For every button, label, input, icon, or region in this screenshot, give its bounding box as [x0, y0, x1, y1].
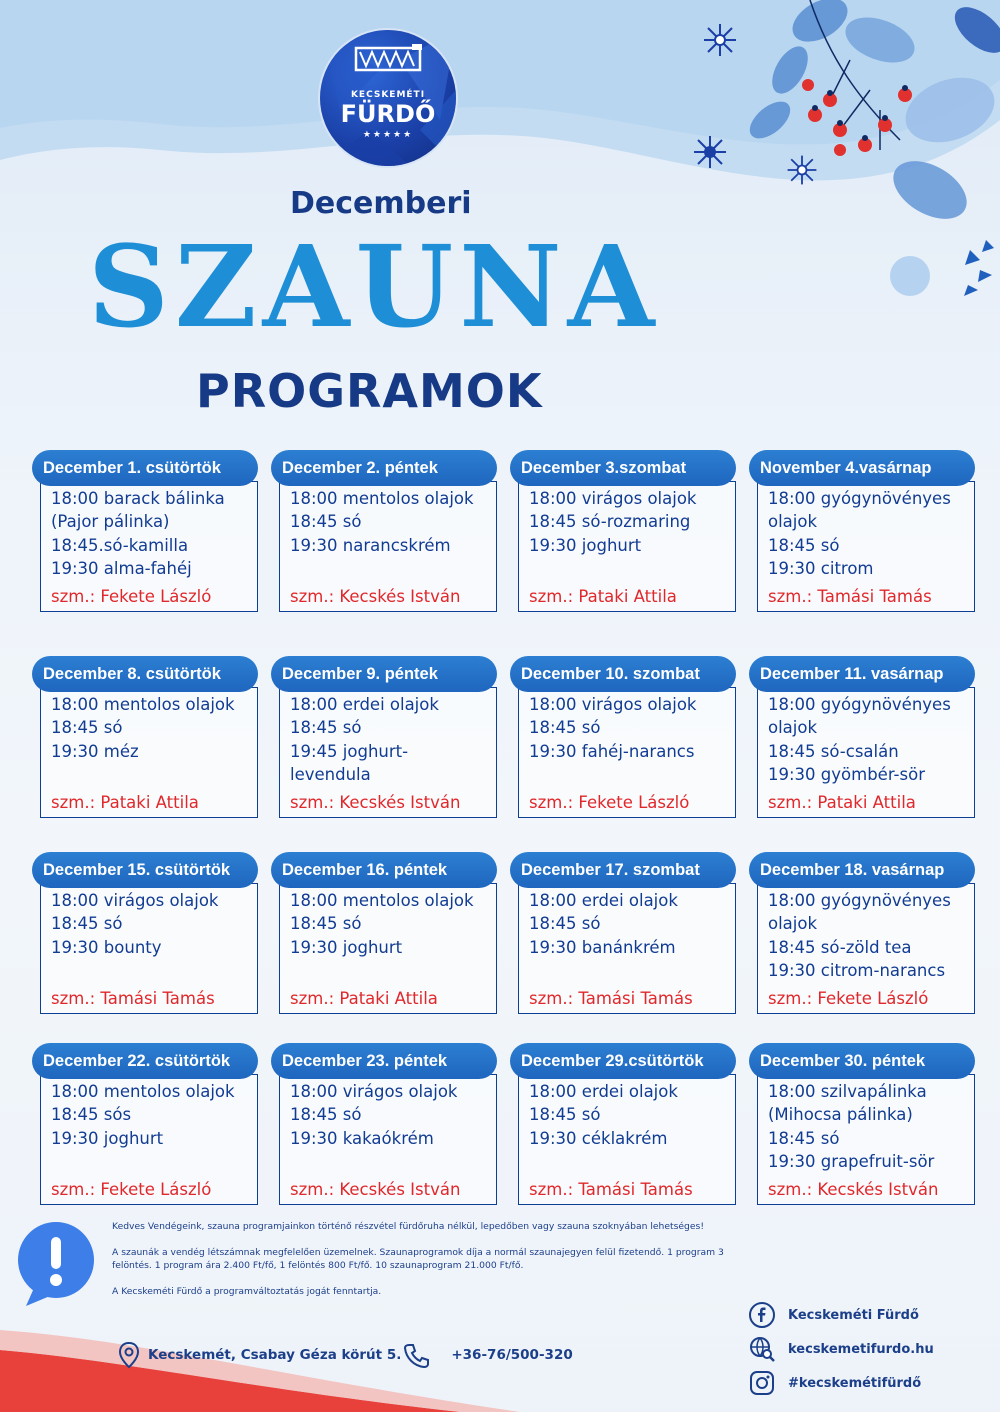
- sauna-master-name: Tamási Tamás: [100, 989, 215, 1008]
- instagram-link[interactable]: [748, 1366, 988, 1400]
- schedule-card: [518, 1052, 736, 1205]
- program-line: 18:00 virágos olajok: [51, 891, 219, 910]
- sauna-master: [768, 587, 932, 606]
- logo-top-text: KECSKEMÉTI: [350, 90, 426, 100]
- schedule-card: [757, 1052, 975, 1205]
- program-line: 19:30 céklakrém: [529, 1128, 668, 1148]
- sauna-master: [51, 989, 215, 1008]
- sauna-master-name: Kecskés István: [339, 793, 461, 812]
- snowflake-icon: [700, 20, 740, 60]
- program-list: [529, 889, 731, 959]
- sauna-master-prefix: szm.:: [529, 587, 579, 606]
- page-subtitle: PROGRAMOK: [196, 364, 543, 418]
- program-list: [768, 1080, 970, 1173]
- card-date-header: December 23. péntek: [271, 1043, 497, 1079]
- program-line: 18:00 erdei olajok: [290, 695, 439, 714]
- card-date-header: December 29.csütörtök: [510, 1043, 736, 1079]
- sauna-master-prefix: szm.:: [768, 1180, 818, 1199]
- schedule-card: [279, 1052, 497, 1205]
- program-list: [290, 693, 492, 786]
- facebook-icon: [748, 1301, 776, 1329]
- program-line: 19:30 banánkrém: [529, 937, 676, 957]
- program-list: [768, 889, 970, 982]
- card-date-header: December 8. csütörtök: [32, 656, 258, 692]
- program-line: 18:00 mentolos olajok: [290, 489, 474, 508]
- sauna-master-name: Pataki Attila: [817, 793, 916, 812]
- instagram-label: #kecskemétifürdő: [788, 1375, 922, 1391]
- schedule-card: [40, 459, 258, 612]
- page-title: SZAUNA: [88, 222, 661, 353]
- card-date-header: December 16. péntek: [271, 852, 497, 888]
- sauna-master: [768, 793, 916, 812]
- card-date-header: December 17. szombat: [510, 852, 736, 888]
- program-line: 19:30 méz: [51, 741, 139, 761]
- program-list: [768, 487, 970, 580]
- program-list: [768, 693, 970, 786]
- snowflake-icon: [784, 152, 820, 188]
- program-list: [51, 1080, 253, 1150]
- sauna-master: [51, 793, 199, 812]
- program-line: 19:30 joghurt: [529, 535, 642, 555]
- card-date-header: December 30. péntek: [749, 1043, 975, 1079]
- web-search-icon: [748, 1335, 776, 1363]
- program-line: 18:00 erdei olajok: [529, 891, 678, 910]
- sauna-master: [529, 989, 693, 1008]
- schedule-card: [40, 665, 258, 818]
- program-list: [290, 889, 492, 959]
- program-line: 18:00 virágos olajok: [290, 1082, 458, 1101]
- program-line: olajok: [768, 512, 818, 532]
- program-line: 18:45 só: [290, 1105, 362, 1125]
- schedule-card: [279, 459, 497, 612]
- program-line: (Mihocsa pálinka): [768, 1105, 913, 1125]
- program-line: olajok: [768, 718, 818, 738]
- sauna-master-name: Tamási Tamás: [817, 587, 932, 606]
- info-notes: [112, 1220, 752, 1311]
- card-date-header: December 11. vasárnap: [749, 656, 975, 692]
- program-line: 18:00 mentolos olajok: [51, 1082, 235, 1101]
- program-list: [529, 1080, 731, 1150]
- program-line: 19:30 fahéj-narancs: [529, 741, 695, 761]
- program-list: [51, 487, 253, 580]
- sauna-master-name: Kecskés István: [817, 1180, 939, 1199]
- program-line: 18:00 barack bálinka: [51, 489, 225, 508]
- sauna-master-name: Fekete László: [100, 587, 212, 606]
- card-date-header: December 2. péntek: [271, 450, 497, 486]
- card-date-header: December 15. csütörtök: [32, 852, 258, 888]
- note-disclaimer: A Kecskeméti Fürdő a programváltoztatás jogát fenntartja.: [112, 1286, 382, 1297]
- sauna-master-prefix: szm.:: [290, 793, 340, 812]
- sauna-master-prefix: szm.:: [768, 989, 818, 1008]
- program-line: 18:45 só: [768, 1128, 840, 1148]
- logo-main-text: FÜRDŐ: [340, 100, 436, 128]
- website-link[interactable]: [748, 1332, 988, 1366]
- program-list: [290, 487, 492, 557]
- program-line: 18:45 só: [529, 718, 601, 738]
- sauna-master: [768, 1180, 938, 1199]
- sauna-master-prefix: szm.:: [768, 587, 818, 606]
- program-line: 18:00 gyógynövényes: [768, 891, 951, 910]
- program-line: 18:45 só: [768, 535, 840, 555]
- sauna-master-name: Fekete László: [817, 989, 929, 1008]
- program-line: 18:00 virágos olajok: [529, 489, 697, 508]
- sauna-master-name: Tamási Tamás: [578, 989, 693, 1008]
- program-line: levendula: [290, 764, 371, 784]
- location-pin-icon: [118, 1341, 140, 1369]
- kecskemeti-furdo-logo: [320, 30, 456, 166]
- program-line: 19:30 bounty: [51, 937, 162, 957]
- program-line: 18:45 só: [529, 1105, 601, 1125]
- sauna-master-name: Pataki Attila: [578, 587, 677, 606]
- sauna-master-prefix: szm.:: [51, 793, 101, 812]
- program-line: 18:45 só: [290, 914, 362, 934]
- card-date-header: December 1. csütörtök: [32, 450, 258, 486]
- program-list: [290, 1080, 492, 1150]
- program-line: 18:00 mentolos olajok: [51, 695, 235, 714]
- program-line: (Pajor pálinka): [51, 512, 170, 532]
- program-line: 18:00 virágos olajok: [529, 695, 697, 714]
- sauna-master-name: Pataki Attila: [339, 989, 438, 1008]
- program-line: 18:00 mentolos olajok: [290, 891, 474, 910]
- sauna-master: [51, 1180, 211, 1199]
- program-list: [529, 693, 731, 763]
- sauna-master: [529, 793, 689, 812]
- sauna-master-prefix: szm.:: [529, 793, 579, 812]
- sauna-master-prefix: szm.:: [290, 587, 340, 606]
- schedule-card: [40, 1052, 258, 1205]
- schedule-card: [518, 459, 736, 612]
- program-line: 18:45.só-kamilla: [51, 535, 189, 555]
- schedule-card: [518, 665, 736, 818]
- program-line: 19:30 narancskrém: [290, 535, 451, 555]
- program-line: 18:00 gyógynövényes: [768, 695, 951, 714]
- info-icon: [16, 1220, 96, 1308]
- schedule-card: [279, 861, 497, 1014]
- sauna-master-prefix: szm.:: [768, 793, 818, 812]
- program-list: [51, 889, 253, 959]
- program-line: 19:30 citrom: [768, 558, 874, 578]
- sauna-master-name: Kecskés István: [339, 587, 461, 606]
- address-text: Kecskemét, Csabay Géza körút 5.: [148, 1347, 402, 1363]
- sauna-master: [51, 587, 211, 606]
- phone-text[interactable]: +36-76/500-320: [451, 1347, 573, 1363]
- contact-row: [118, 1341, 573, 1369]
- schedule-card: [518, 861, 736, 1014]
- sauna-master: [768, 989, 928, 1008]
- program-line: 18:45 só: [290, 718, 362, 738]
- schedule-card: [757, 665, 975, 818]
- program-list: [51, 693, 253, 763]
- sauna-master: [529, 587, 677, 606]
- sauna-master: [290, 1180, 460, 1199]
- program-line: 19:30 kakaókrém: [290, 1128, 434, 1148]
- sauna-master: [290, 793, 460, 812]
- sauna-master-name: Fekete László: [100, 1180, 212, 1199]
- card-date-header: December 18. vasárnap: [749, 852, 975, 888]
- schedule-card: [40, 861, 258, 1014]
- note-pricing: A szaunák a vendég létszámnak megfelelően üzemelnek. Szaunaprogramok díja a normál szaunajegyen felül fizetendő. 1 program 3 felöntés. 1 program ára 2.400 Ft/fő, 1 felöntés 800 Ft/fő. 10 szaunaprogram 21.000 Ft/fő.: [112, 1247, 724, 1271]
- sauna-master: [290, 989, 438, 1008]
- sauna-master-prefix: szm.:: [290, 989, 340, 1008]
- website-label: kecskemetifurdo.hu: [788, 1341, 934, 1357]
- program-line: 18:45 sós: [51, 1105, 132, 1125]
- instagram-icon: [748, 1369, 776, 1397]
- sauna-master-name: Tamási Tamás: [578, 1180, 693, 1199]
- program-line: 19:30 gyömbér-sör: [768, 764, 925, 784]
- sauna-master-name: Pataki Attila: [100, 793, 199, 812]
- schedule-card: [757, 459, 975, 612]
- sauna-master: [529, 1180, 693, 1199]
- card-date-header: December 10. szombat: [510, 656, 736, 692]
- phone-icon: [403, 1341, 429, 1369]
- program-line: 18:45 só-zöld tea: [768, 937, 912, 957]
- card-date-header: November 4.vasárnap: [749, 450, 975, 486]
- schedule-card: [279, 665, 497, 818]
- card-date-header: December 9. péntek: [271, 656, 497, 692]
- program-list: [529, 487, 731, 557]
- program-line: 18:00 erdei olajok: [529, 1082, 678, 1101]
- program-line: 19:30 alma-fahéj: [51, 558, 192, 578]
- schedule-card: [757, 861, 975, 1014]
- program-line: 18:45 só: [51, 914, 123, 934]
- card-date-header: December 22. csütörtök: [32, 1043, 258, 1079]
- card-date-header: December 3.szombat: [510, 450, 736, 486]
- facebook-link[interactable]: [748, 1298, 988, 1332]
- header-pretitle: Decemberi: [290, 186, 472, 221]
- sauna-master-prefix: szm.:: [51, 1180, 101, 1199]
- sauna-master-prefix: szm.:: [529, 989, 579, 1008]
- program-line: 19:30 citrom-narancs: [768, 960, 946, 980]
- sauna-master-name: Fekete László: [578, 793, 690, 812]
- program-line: 18:45 só-rozmaring: [529, 512, 691, 532]
- program-line: olajok: [768, 914, 818, 934]
- program-line: 19:30 joghurt: [290, 937, 403, 957]
- sauna-master: [290, 587, 460, 606]
- program-line: 18:00 gyógynövényes: [768, 489, 951, 508]
- program-line: 18:45 só: [529, 914, 601, 934]
- program-line: 18:45 só: [290, 512, 362, 532]
- program-line: 18:45 só-csalán: [768, 741, 899, 761]
- program-line: 18:45 só: [51, 718, 123, 738]
- note-dress-code: Kedves Vendégeink, szauna programjainkon történő részvétel fürdőruha nélkül, lepedőben vagy szauna szoknyában lehetséges!: [112, 1221, 705, 1232]
- sauna-master-prefix: szm.:: [51, 587, 101, 606]
- sauna-master-prefix: szm.:: [529, 1180, 579, 1199]
- program-line: 19:30 joghurt: [51, 1128, 164, 1148]
- program-line: 19:45 joghurt-: [290, 741, 409, 761]
- sauna-master-prefix: szm.:: [290, 1180, 340, 1199]
- program-line: 19:30 grapefruit-sör: [768, 1151, 935, 1171]
- logo-stars: ★★★★★: [362, 130, 414, 140]
- facebook-label: Kecskeméti Fürdő: [788, 1307, 919, 1323]
- program-line: 18:00 szilvapálinka: [768, 1082, 927, 1101]
- sauna-master-prefix: szm.:: [51, 989, 101, 1008]
- sauna-master-name: Kecskés István: [339, 1180, 461, 1199]
- snowflake-icon: [690, 132, 730, 172]
- social-links: [748, 1298, 988, 1400]
